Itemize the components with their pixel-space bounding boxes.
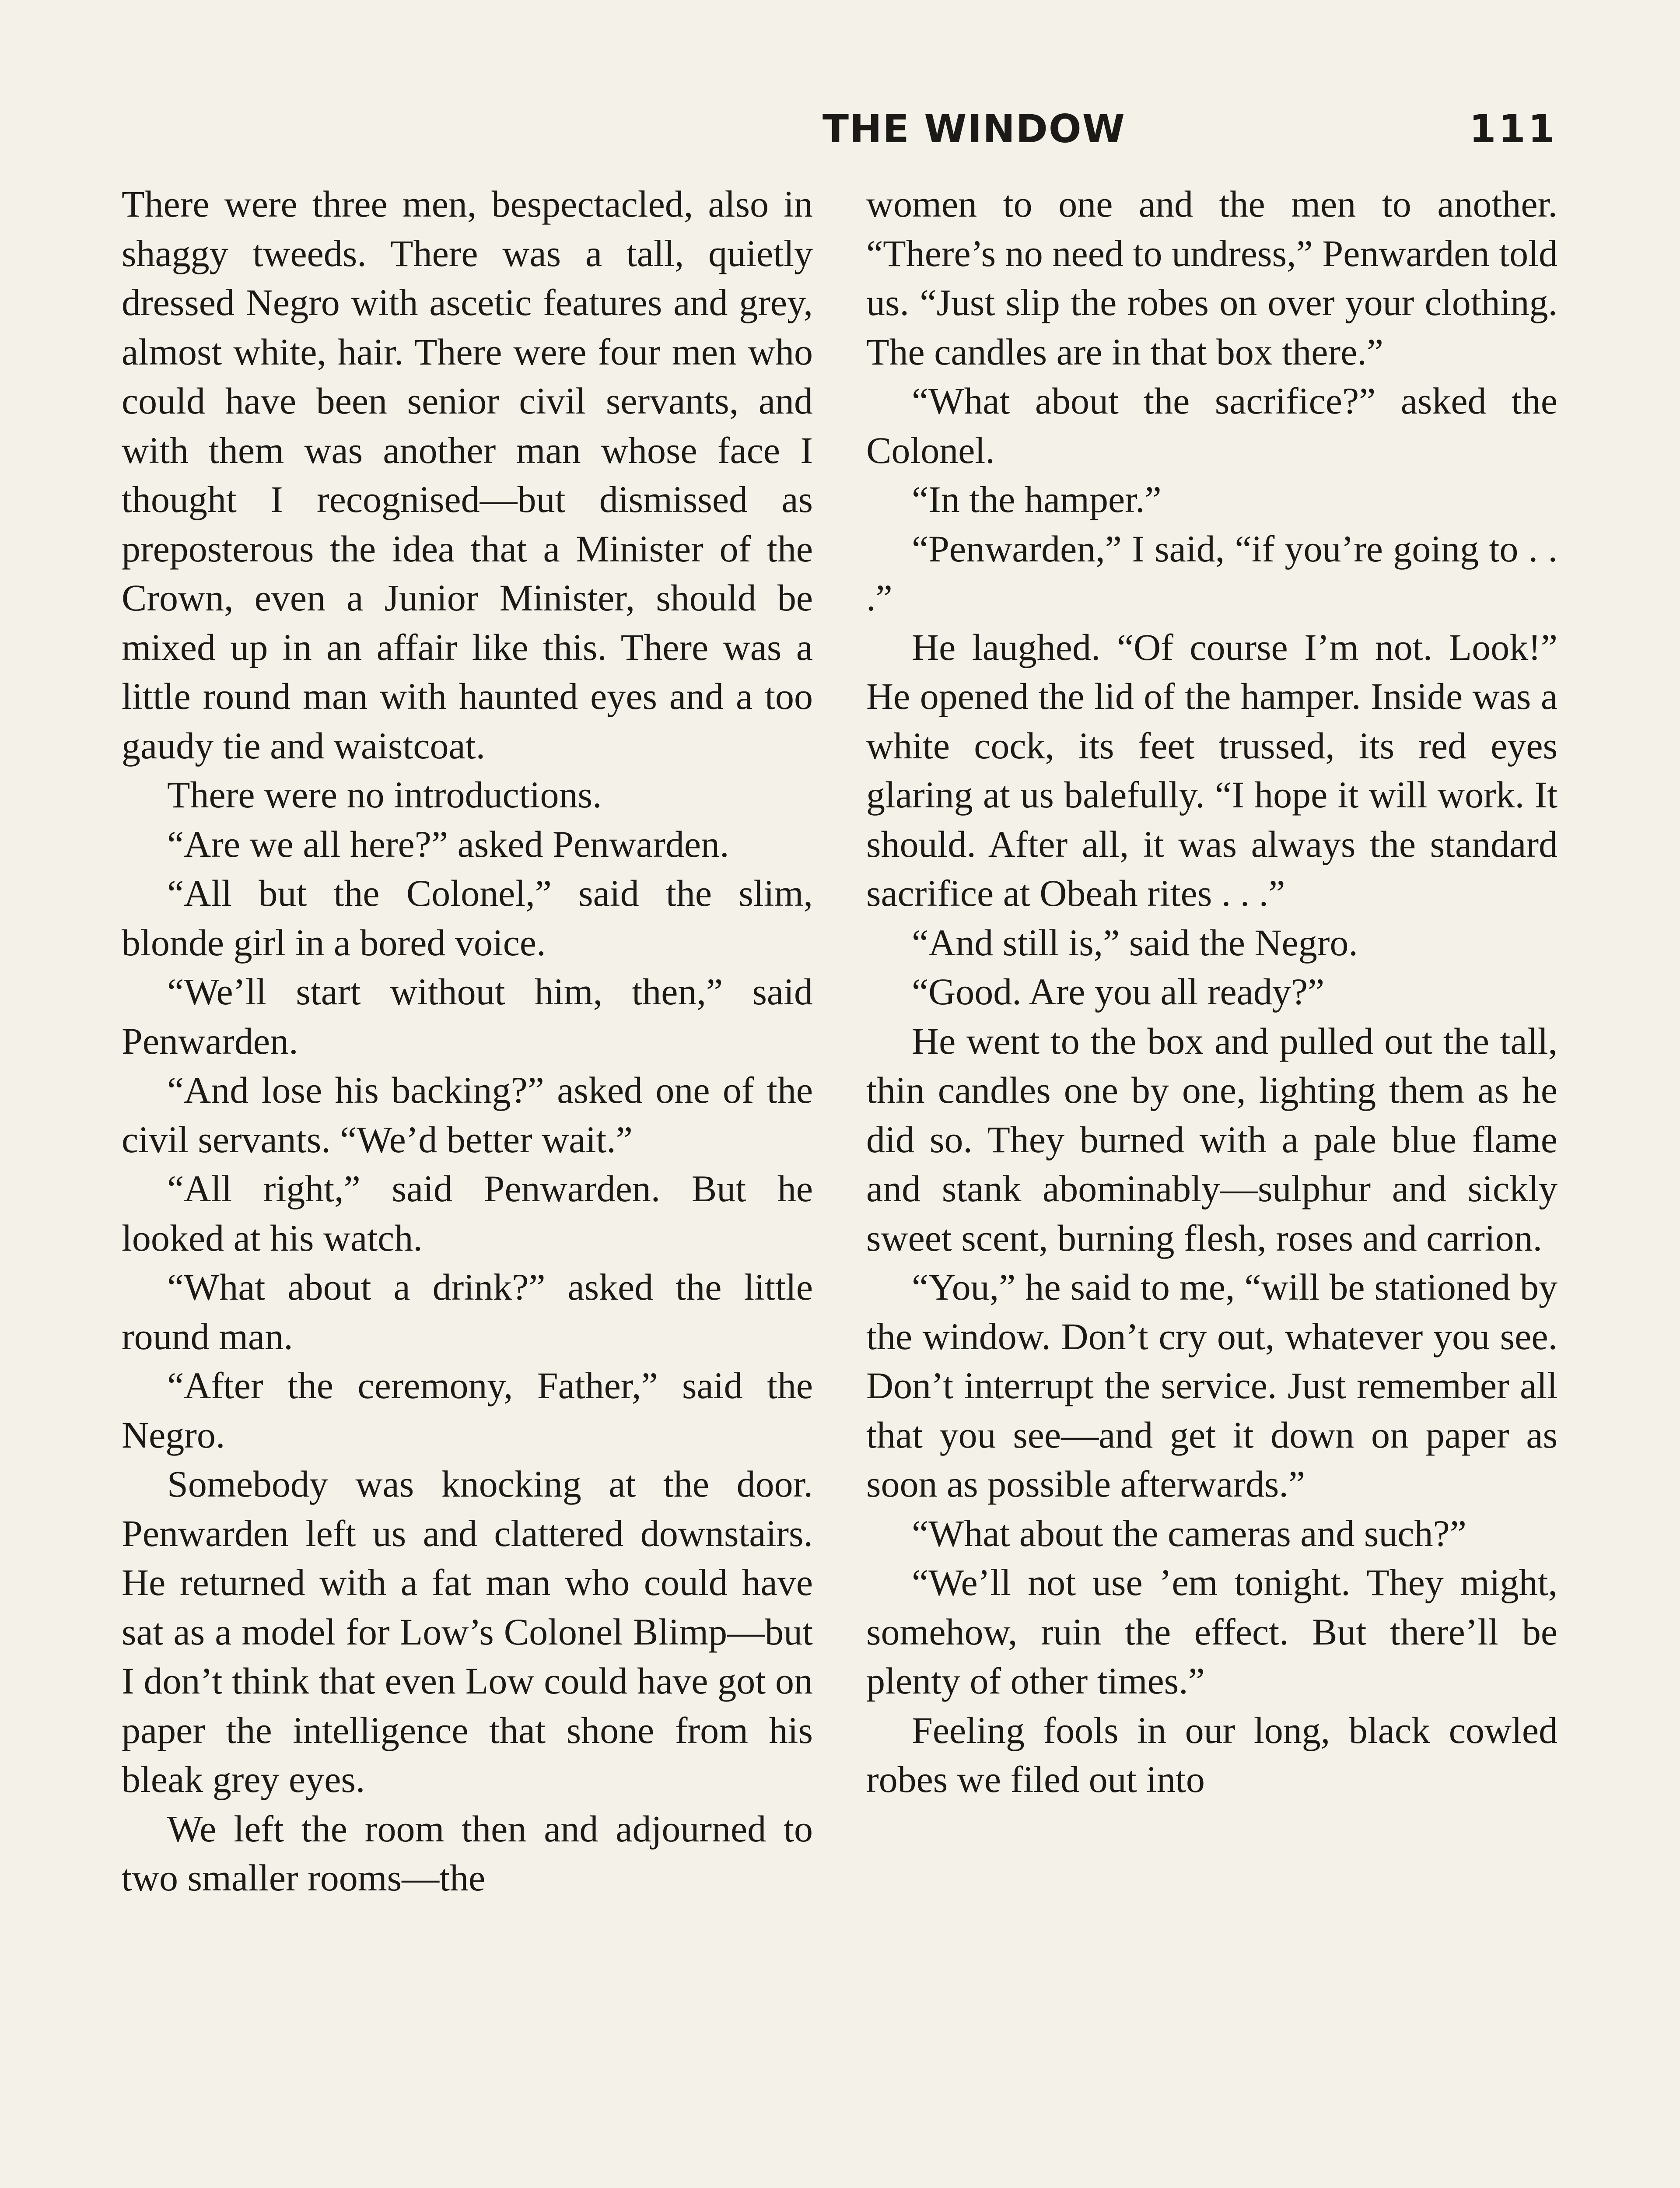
- paragraph: He laughed. “Of course I’m not. Look!” He opened the lid of the hamper. Inside was a white cock, its feet trussed, its red eyes glaring at us balefully. “I hope it will work. It should. After all, it was always the standard sacrifice at Obeah rites . . .”: [866, 626, 1558, 914]
- paragraph: “We’ll start without him, then,” said Penwarden.: [122, 971, 813, 1062]
- paragraph: “After the ceremony, Father,” said the Negro.: [122, 1364, 813, 1456]
- paragraph: “Good. Are you all ready?”: [912, 971, 1325, 1013]
- paragraph: “We’ll not use ’em tonight. They might, somehow, ruin the effect. But there’ll be plenty of other times.”: [866, 1561, 1558, 1702]
- paragraph: “All but the Colonel,” said the slim, blonde girl in a bored voice.: [122, 872, 813, 964]
- right-column: [866, 179, 1558, 1804]
- paragraph: “What about a drink?” asked the little round man.: [122, 1266, 813, 1357]
- paragraph: He went to the box and pulled out the tall, thin candles one by one, lighting them as he did so. They burned with a pale blue flame and stank abominably—sulphur and sickly sweet scent, burning flesh, roses and carrion.: [866, 1020, 1558, 1259]
- paragraph: “In the hamper.”: [912, 478, 1162, 520]
- paragraph: There were three men, bespectacled, also in shaggy tweeds. There was a tall, quietly dressed Negro with ascetic features and grey, almost white, hair. There were four men who could have been senior civil servants, and with them was another man whose face I thought I recognised—but dismissed as preposterous the idea that a Minister of the Crown, even a Junior Minister, should be mixed up in an affair like this. There was a little round man with haunted eyes and a too gaudy tie and waistcoat.: [122, 183, 813, 767]
- paragraph: We left the room then and adjourned to two smaller rooms—the: [122, 1807, 813, 1899]
- paragraph: “You,” he said to me, “will be stationed by the window. Don’t cry out, whatever you see. Don’t interrupt the service. Just remember all that you see—and get it down on paper as soon as possible afterwards.”: [866, 1266, 1558, 1505]
- paragraph: women to one and the men to another. “There’s no need to undress,” Penwarden told us. “Just slip the robes on over your clothing. The candles are in that box there.”: [866, 183, 1558, 373]
- paragraph: Feeling fools in our long, black cowled robes we filed out into: [866, 1709, 1558, 1800]
- paragraph: Somebody was knocking at the door. Penwarden left us and clattered downstairs. He returned with a fat man who could have sat as a model for Low’s Colonel Blimp—but I don’t think that even Low could have got on paper the intelligence that shone from his bleak grey eyes.: [122, 1463, 813, 1800]
- left-column: [122, 179, 813, 1903]
- paragraph: “Are we all here?” asked Penwarden.: [167, 823, 729, 865]
- paragraph: There were no introductions.: [167, 774, 602, 816]
- paragraph: “What about the sacrifice?” asked the Colonel.: [866, 380, 1558, 471]
- running-title: THE WINDOW: [822, 106, 1126, 151]
- page-number: 111: [1469, 106, 1558, 151]
- paragraph: “Penwarden,” I said, “if you’re going to . . .”: [866, 527, 1558, 619]
- paragraph: “What about the cameras and such?”: [912, 1512, 1466, 1554]
- paragraph: “And lose his backing?” asked one of the civil servants. “We’d better wait.”: [122, 1069, 813, 1161]
- page-header: [122, 101, 1558, 158]
- paragraph: “And still is,” said the Negro.: [912, 921, 1358, 964]
- paragraph: “All right,” said Penwarden. But he looked at his watch.: [122, 1168, 813, 1259]
